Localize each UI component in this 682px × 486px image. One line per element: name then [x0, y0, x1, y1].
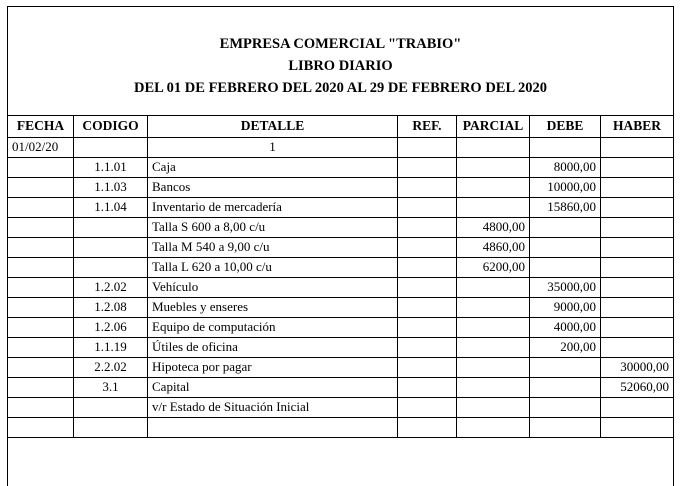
cell-parcial: 6200,00 [457, 257, 530, 277]
cell-ref [398, 217, 457, 237]
table-row [8, 257, 674, 277]
cell-fecha [8, 157, 74, 177]
cell-debe [530, 237, 601, 257]
period-range: DEL 01 DE FEBRERO DEL 2020 AL 29 DE FEBRERO DEL 2020 [134, 80, 547, 96]
cell-debe: 15860,00 [530, 197, 601, 217]
cell-debe [530, 397, 601, 417]
cell-detalle: Útiles de oficina [148, 337, 398, 357]
cell-haber [601, 317, 674, 337]
cell-haber [601, 197, 674, 217]
cell-ref [398, 157, 457, 177]
column-header-ref: REF. [398, 116, 457, 137]
cell-parcial [457, 297, 530, 317]
cell-parcial [457, 417, 530, 437]
cell-detalle: Inventario de mercadería [148, 197, 398, 217]
cell-ref [398, 197, 457, 217]
cell-codigo: 1.1.01 [74, 157, 148, 177]
cell-detalle [148, 417, 398, 437]
cell-fecha [8, 197, 74, 217]
cell-parcial [457, 397, 530, 417]
cell-detalle: Bancos [148, 177, 398, 197]
cell-fecha [8, 237, 74, 257]
cell-codigo: 1.1.03 [74, 177, 148, 197]
cell-haber [601, 297, 674, 317]
cell-fecha [8, 277, 74, 297]
cell-fecha [8, 257, 74, 277]
cell-haber: 52060,00 [601, 377, 674, 397]
cell-codigo [74, 397, 148, 417]
table-row [8, 377, 674, 397]
cell-haber [601, 397, 674, 417]
cell-ref [398, 257, 457, 277]
cell-detalle: Capital [148, 377, 398, 397]
cell-detalle: Talla L 620 a 10,00 c/u [148, 257, 398, 277]
cell-codigo: 3.1 [74, 377, 148, 397]
cell-fecha [8, 297, 74, 317]
cell-ref [398, 237, 457, 257]
document-header [8, 7, 673, 116]
cell-parcial [457, 277, 530, 297]
cell-haber [601, 177, 674, 197]
cell-ref [398, 297, 457, 317]
table-header-row [8, 116, 674, 137]
cell-ref [398, 177, 457, 197]
journal-document [7, 6, 674, 486]
cell-ref [398, 337, 457, 357]
cell-haber [601, 257, 674, 277]
table-row [8, 317, 674, 337]
cell-parcial [457, 377, 530, 397]
column-header-detalle: DETALLE [148, 116, 398, 137]
table-row [8, 197, 674, 217]
cell-ref [398, 317, 457, 337]
cell-codigo [74, 217, 148, 237]
cell-parcial [457, 317, 530, 337]
cell-fecha [8, 417, 74, 437]
cell-ref [398, 137, 457, 157]
table-row [8, 297, 674, 317]
cell-codigo [74, 137, 148, 157]
cell-detalle: Talla S 600 a 8,00 c/u [148, 217, 398, 237]
cell-haber: 30000,00 [601, 357, 674, 377]
cell-fecha: 01/02/20 [8, 137, 74, 157]
cell-codigo: 1.2.06 [74, 317, 148, 337]
cell-detalle: Vehículo [148, 277, 398, 297]
table-row [8, 177, 674, 197]
column-header-debe: DEBE [530, 116, 601, 137]
cell-codigo: 1.2.02 [74, 277, 148, 297]
cell-debe [530, 137, 601, 157]
journal-table [7, 116, 674, 438]
column-header-fecha: FECHA [8, 116, 74, 137]
cell-fecha [8, 317, 74, 337]
table-row [8, 337, 674, 357]
cell-detalle: 1 [148, 137, 398, 157]
cell-debe: 9000,00 [530, 297, 601, 317]
cell-detalle: Hipoteca por pagar [148, 357, 398, 377]
table-row [8, 417, 674, 437]
cell-debe: 8000,00 [530, 157, 601, 177]
cell-parcial [457, 197, 530, 217]
cell-haber [601, 137, 674, 157]
cell-haber [601, 277, 674, 297]
cell-codigo: 1.2.08 [74, 297, 148, 317]
cell-ref [398, 397, 457, 417]
cell-haber [601, 237, 674, 257]
cell-fecha [8, 217, 74, 237]
cell-detalle: Equipo de computación [148, 317, 398, 337]
cell-detalle: Talla M 540 a 9,00 c/u [148, 237, 398, 257]
cell-debe [530, 417, 601, 437]
cell-haber [601, 337, 674, 357]
book-title: LIBRO DIARIO [288, 58, 393, 74]
cell-debe: 10000,00 [530, 177, 601, 197]
cell-ref [398, 417, 457, 437]
cell-haber [601, 417, 674, 437]
column-header-parcial: PARCIAL [457, 116, 530, 137]
company-name: EMPRESA COMERCIAL "TRABIO" [219, 36, 462, 52]
journal-body [8, 137, 674, 437]
cell-haber [601, 217, 674, 237]
table-row [8, 217, 674, 237]
table-row [8, 357, 674, 377]
column-header-haber: HABER [601, 116, 674, 137]
cell-parcial [457, 157, 530, 177]
cell-debe: 200,00 [530, 337, 601, 357]
cell-parcial: 4860,00 [457, 237, 530, 257]
cell-codigo: 1.1.04 [74, 197, 148, 217]
cell-codigo: 1.1.19 [74, 337, 148, 357]
cell-parcial [457, 357, 530, 377]
cell-codigo [74, 237, 148, 257]
table-row [8, 157, 674, 177]
cell-ref [398, 357, 457, 377]
cell-fecha [8, 397, 74, 417]
cell-debe [530, 217, 601, 237]
cell-fecha [8, 337, 74, 357]
table-row [8, 137, 674, 157]
table-row [8, 237, 674, 257]
column-header-codigo: CODIGO [74, 116, 148, 137]
cell-parcial: 4800,00 [457, 217, 530, 237]
cell-codigo [74, 417, 148, 437]
cell-fecha [8, 357, 74, 377]
cell-ref [398, 377, 457, 397]
cell-detalle: Caja [148, 157, 398, 177]
cell-debe: 35000,00 [530, 277, 601, 297]
cell-detalle: Muebles y enseres [148, 297, 398, 317]
table-row [8, 277, 674, 297]
cell-parcial [457, 137, 530, 157]
cell-codigo: 2.2.02 [74, 357, 148, 377]
cell-codigo [74, 257, 148, 277]
cell-fecha [8, 177, 74, 197]
cell-parcial [457, 177, 530, 197]
cell-debe: 4000,00 [530, 317, 601, 337]
cell-detalle: v/r Estado de Situación Inicial [148, 397, 398, 417]
cell-haber [601, 157, 674, 177]
cell-parcial [457, 337, 530, 357]
cell-debe [530, 357, 601, 377]
cell-fecha [8, 377, 74, 397]
cell-debe [530, 377, 601, 397]
table-row [8, 397, 674, 417]
cell-ref [398, 277, 457, 297]
cell-debe [530, 257, 601, 277]
